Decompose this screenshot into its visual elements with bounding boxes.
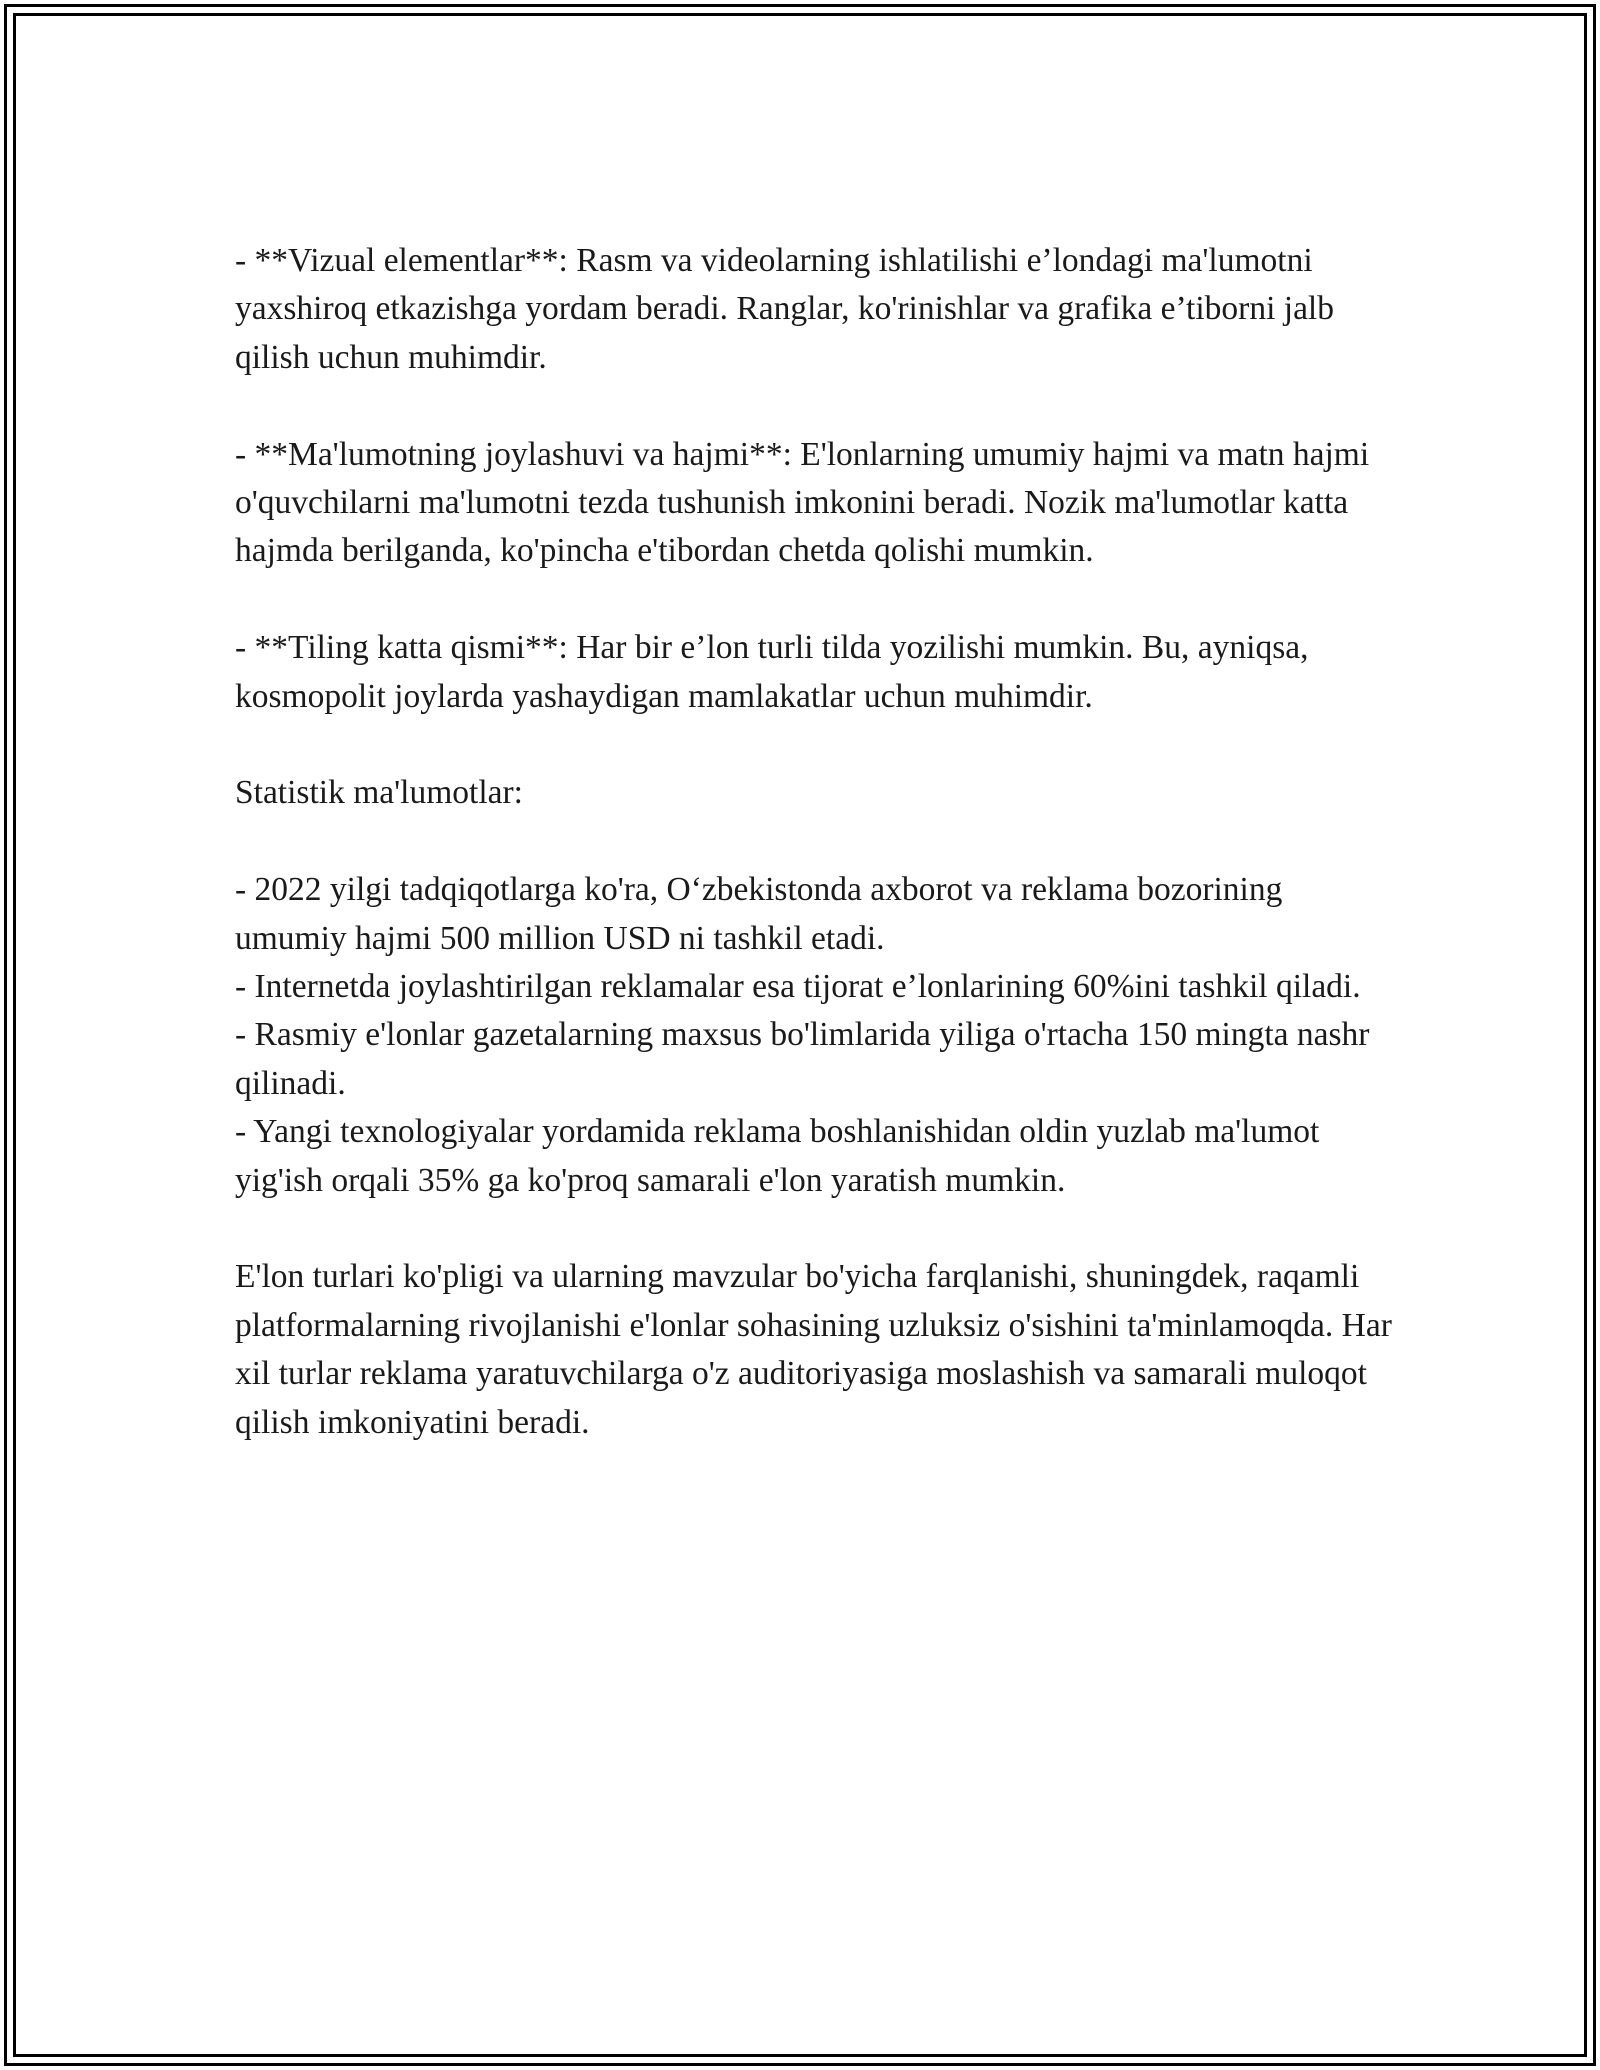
statistics-list (235, 866, 1395, 1205)
statistic-item: - 2022 yilgi tadqiqotlarga ko'ra, O‘zbekistonda axborot va reklama bozorining umumiy hajmi 500 million USD ni tashkil etadi. (235, 871, 1283, 957)
paragraph-visual-elements: - **Vizual elementlar**: Rasm va videolarning ishlatilishi e’londagi ma'lumotni yaxshiroq etkazishga yordam beradi. Ranglar, ko'rinishlar va grafika e’tiborni jalb qilish uchun muhimdir. (235, 242, 1334, 376)
statistics-heading: Statistik ma'lumotlar: (235, 774, 523, 812)
paragraph-conclusion: E'lon turlari ko'pligi va ularning mavzular bo'yicha farqlanishi, shuningdek, raqamli platformalarning rivojlanishi e'lonlar sohasining uzluksiz o'sishini ta'minlamoqda. Har xil turlar reklama yaratuvchilarga o'z auditoriyasiga moslashish va samarali muloqot qilish imkoniyatini beradi. (235, 1258, 1392, 1441)
statistic-item: - Rasmiy e'lonlar gazetalarning maxsus bo'limlarida yiliga o'rtacha 150 mingta nashr qilinadi. (235, 1016, 1370, 1102)
statistic-item: - Internetda joylashtirilgan reklamalar esa tijorat e’lonlarining 60%ini tashkil qiladi. (235, 968, 1361, 1006)
paragraph-info-layout: - **Ma'lumotning joylashuvi va hajmi**: E'lonlarning umumiy hajmi va matn hajmi o'quvchilarni ma'lumotni tezda tushunish imkonini beradi. Nozik ma'lumotlar katta hajmda berilganda, ko'pincha e'tibordan chetda qolishi mumkin. (235, 435, 1370, 570)
statistic-item: - Yangi texnologiyalar yordamida reklama boshlanishidan oldin yuzlab ma'lumot yig'ish orqali 35% ga ko'proq samarali e'lon yaratish mumkin. (235, 1113, 1320, 1199)
document-body (235, 237, 1395, 1495)
paragraph-language: - **Tiling katta qismi**: Har bir e’lon turli tilda yozilishi mumkin. Bu, ayniqsa, kosmopolit joylarda yashaydigan mamlakatlar uchun muhimdir. (235, 629, 1309, 715)
